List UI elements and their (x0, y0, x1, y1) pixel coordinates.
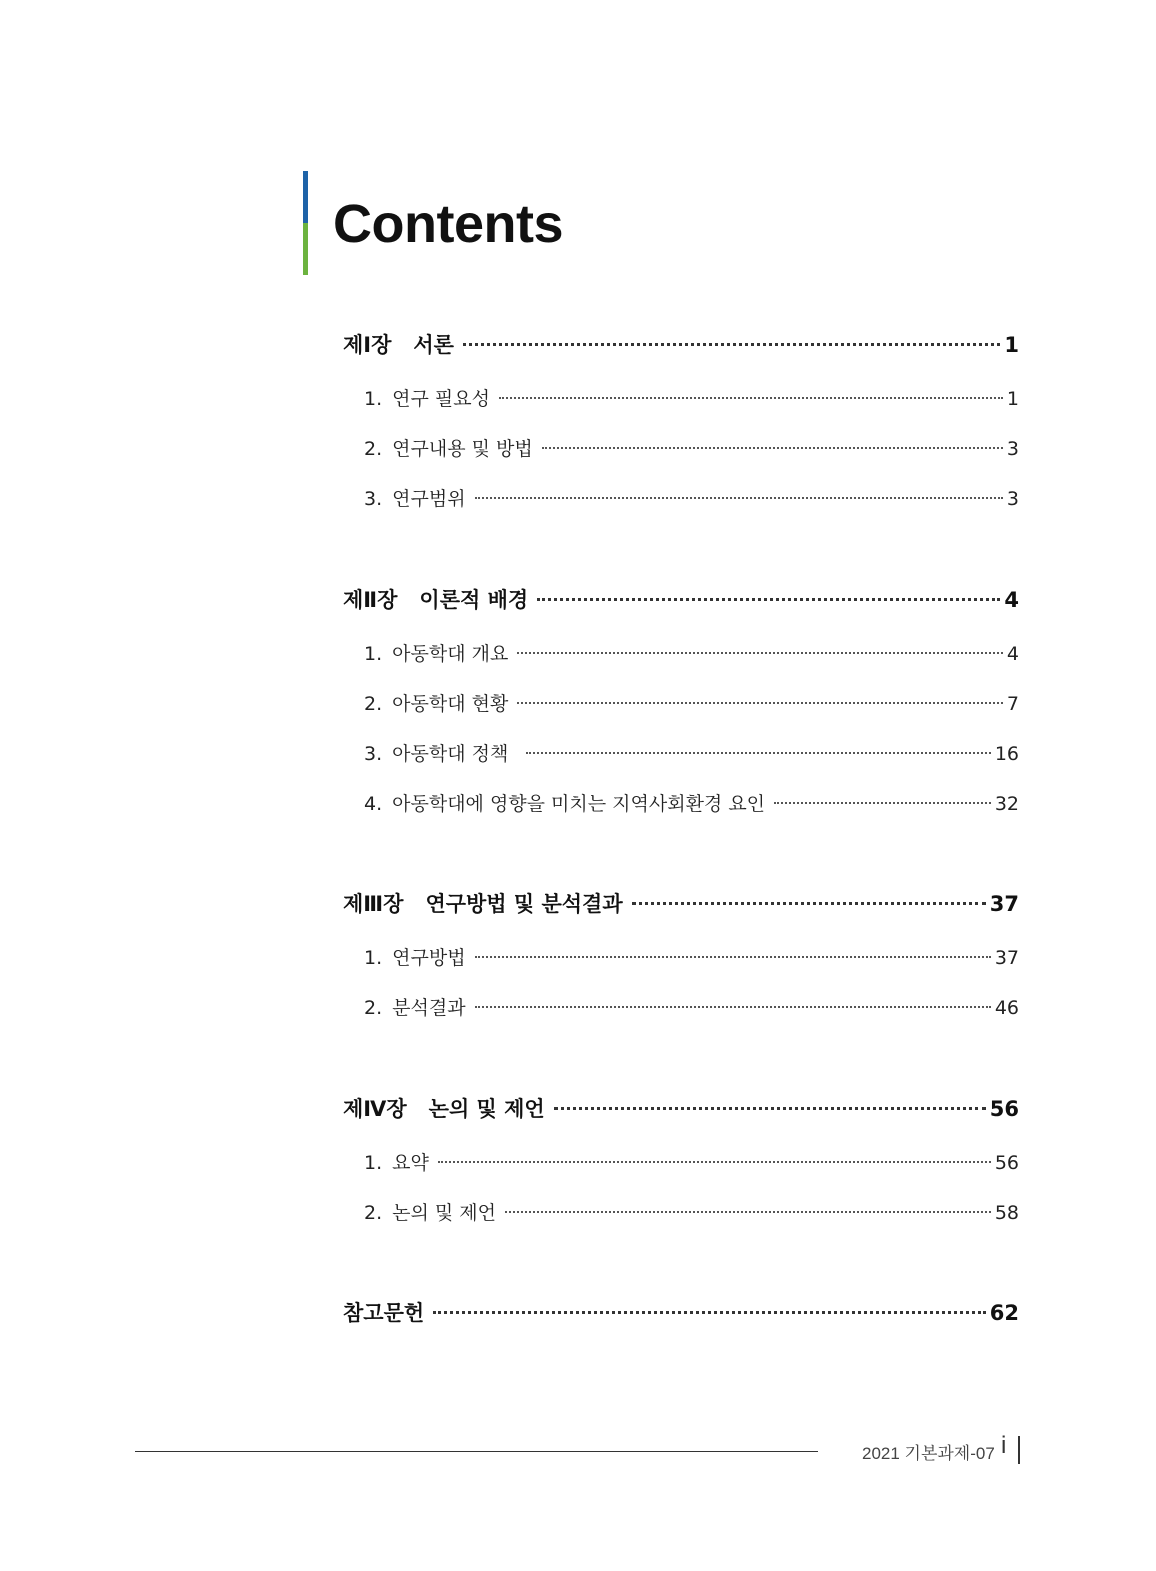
toc-section-label (364, 1198, 496, 1225)
toc-page-number: 62 (989, 1301, 1019, 1325)
toc-leader-dots (475, 497, 1003, 499)
toc-leader-dots (537, 598, 1000, 601)
toc-chapter-4[interactable] (343, 1093, 1019, 1123)
toc-page-number: 3 (1006, 488, 1019, 510)
toc-section-label (364, 739, 508, 766)
toc-leader-dots (433, 1311, 986, 1314)
toc-section-label (364, 943, 466, 970)
toc-section-label (364, 993, 466, 1020)
toc-leader-dots (517, 702, 1003, 704)
toc-leader-dots (475, 956, 991, 958)
toc-leader-dots (554, 1107, 986, 1110)
toc-chapter-prefix: 제Ⅳ장 (343, 1097, 407, 1121)
toc-leader-dots (517, 652, 1003, 654)
toc-chapter-label (343, 1093, 545, 1123)
toc-section-title: 분석결과 (392, 997, 466, 1019)
footer-page-marker (1018, 1436, 1020, 1464)
toc-section-number: 2. (364, 997, 383, 1019)
toc-leader-dots (499, 397, 1003, 399)
toc-page-number: 46 (994, 997, 1019, 1019)
toc-page-number: 4 (1004, 588, 1019, 612)
toc-chapter-title: 연구방법 및 분석결과 (425, 892, 623, 916)
toc-section-2-1[interactable] (364, 639, 1019, 666)
toc-section-title: 아동학대에 영향을 미치는 지역사회환경 요인 (392, 793, 766, 815)
toc-chapter-label (343, 888, 623, 918)
toc-section-title: 연구범위 (392, 488, 466, 510)
toc-chapter-label (343, 329, 454, 359)
toc-page-number: 58 (994, 1202, 1019, 1224)
toc-chapter-2[interactable] (343, 584, 1019, 614)
toc-section-title: 아동학대 정책 (392, 743, 509, 765)
toc-section-2-4[interactable] (364, 789, 1019, 816)
toc-chapter-title: 서론 (413, 333, 454, 357)
toc-section-number: 3. (364, 488, 383, 510)
toc-section-title: 연구내용 및 방법 (392, 438, 533, 460)
toc-leader-dots (632, 902, 986, 905)
toc-section-label (364, 1148, 429, 1175)
toc-leader-dots (475, 1006, 991, 1008)
toc-section-1-1[interactable] (364, 384, 1019, 411)
toc-section-3-1[interactable] (364, 943, 1019, 970)
toc-chapter-prefix: 제Ⅰ장 (343, 333, 392, 357)
toc-section-4-1[interactable] (364, 1148, 1019, 1175)
toc-page-number: 3 (1006, 438, 1019, 460)
toc-section-label (364, 484, 466, 511)
toc-page-number: 32 (994, 793, 1019, 815)
toc-leader-dots (505, 1211, 991, 1213)
toc-section-number: 1. (364, 947, 383, 969)
toc-section-4-2[interactable] (364, 1198, 1019, 1225)
toc-section-2-2[interactable] (364, 689, 1019, 716)
footer-rule (135, 1451, 818, 1452)
toc-section-label (364, 789, 765, 816)
toc-chapter-3[interactable] (343, 888, 1019, 918)
toc-section-number: 1. (364, 643, 383, 665)
toc-page-number: 37 (994, 947, 1019, 969)
toc-section-title: 연구 필요성 (392, 388, 490, 410)
toc-section-3-2[interactable] (364, 993, 1019, 1020)
toc-section-title: 연구방법 (392, 947, 466, 969)
toc-section-label (364, 434, 533, 461)
toc-page-number: 16 (994, 743, 1019, 765)
toc-section-label (364, 689, 508, 716)
toc-chapter-1[interactable] (343, 329, 1019, 359)
toc-page-number: 4 (1006, 643, 1019, 665)
toc-section-label (364, 639, 508, 666)
toc-leader-dots (438, 1161, 991, 1163)
toc-page-number: 56 (994, 1152, 1019, 1174)
toc-section-title: 아동학대 개요 (392, 643, 509, 665)
toc-page-number: 1 (1004, 333, 1019, 357)
toc-page-number: 7 (1006, 693, 1019, 715)
toc-leader-dots (542, 447, 1003, 449)
toc-section-number: 3. (364, 743, 383, 765)
toc-section-1-2[interactable] (364, 434, 1019, 461)
toc-section-label (364, 384, 490, 411)
toc-chapter-title: 참고문헌 (343, 1301, 425, 1325)
toc-section-number: 4. (364, 793, 383, 815)
toc-chapter-title: 논의 및 제언 (428, 1097, 545, 1121)
title-accent-bar-top (303, 171, 308, 223)
toc-page-number: 56 (989, 1097, 1019, 1121)
toc-chapter-label (343, 584, 528, 614)
toc-chapter-title: 이론적 배경 (419, 588, 529, 612)
toc-section-2-3[interactable] (364, 739, 1019, 766)
toc-leader-dots (774, 802, 991, 804)
toc-section-title: 요약 (392, 1152, 429, 1174)
toc-section-number: 1. (364, 388, 383, 410)
footer-series-label: 2021 기본과제-07 (862, 1444, 995, 1463)
toc-page-number: 37 (989, 892, 1019, 916)
toc-chapter-prefix: 제Ⅲ장 (343, 892, 404, 916)
title-accent-bar-bottom (303, 223, 308, 275)
toc-section-1-3[interactable] (364, 484, 1019, 511)
toc-chapter-label (343, 1297, 424, 1327)
toc-section-number: 1. (364, 1152, 383, 1174)
toc-page-number: 1 (1006, 388, 1019, 410)
toc-section-number: 2. (364, 693, 383, 715)
footer-page-number: i (1001, 1432, 1007, 1459)
toc-section-number: 2. (364, 438, 383, 460)
toc-leader-dots (463, 343, 1000, 346)
toc-chapter-prefix: 제Ⅱ장 (343, 588, 398, 612)
toc-section-title: 아동학대 현황 (392, 693, 509, 715)
toc-section-title: 논의 및 제언 (392, 1202, 496, 1224)
page-title: Contents (333, 194, 563, 254)
toc-chapter-references[interactable] (343, 1297, 1019, 1327)
toc-leader-dots (526, 752, 991, 754)
toc-section-number: 2. (364, 1202, 383, 1224)
